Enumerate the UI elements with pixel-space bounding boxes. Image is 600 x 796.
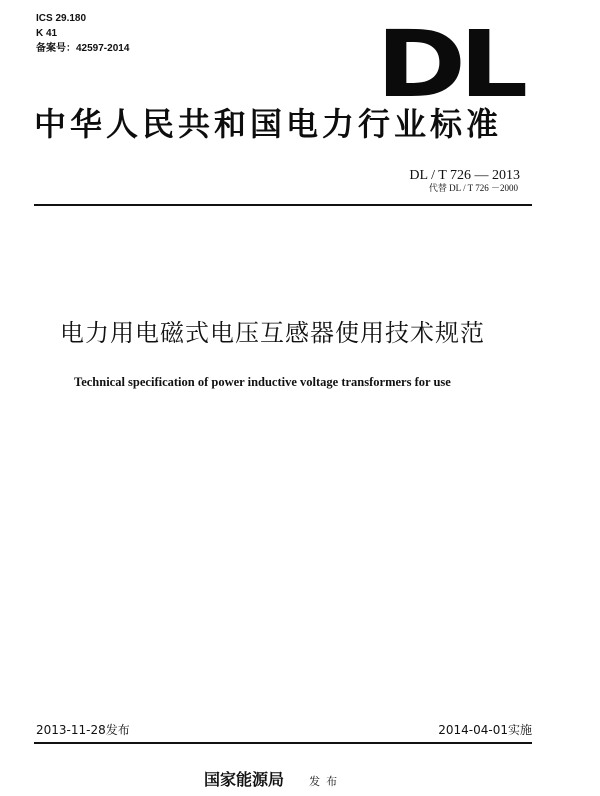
- dl-logo: DL: [376, 11, 522, 118]
- document-title-english: Technical specification of power inductive voltage transformers for use: [74, 375, 451, 389]
- publisher-action: 发布: [309, 775, 344, 788]
- ics-code: ICS 29.180: [36, 13, 87, 24]
- industry-standard-title: 中华人民共和国电力行业标准: [34, 105, 503, 143]
- issue-date: 2013-11-28发布: [36, 723, 130, 737]
- top-divider: [34, 204, 532, 206]
- implementation-date: 2014-04-01实施: [438, 723, 532, 737]
- publisher-line: [204, 770, 343, 792]
- replaces-standard: 代替 DL / T 726 －2000: [428, 183, 518, 193]
- bottom-divider: [34, 742, 532, 744]
- standard-number: DL / T 726 — 2013: [409, 168, 520, 183]
- publisher-name: 国家能源局: [204, 770, 285, 789]
- classification-code: K 41: [36, 28, 58, 39]
- record-number: 备案号：42597-2014: [36, 43, 130, 54]
- document-title-chinese: 电力用电磁式电压互感器使用技术规范: [60, 319, 485, 347]
